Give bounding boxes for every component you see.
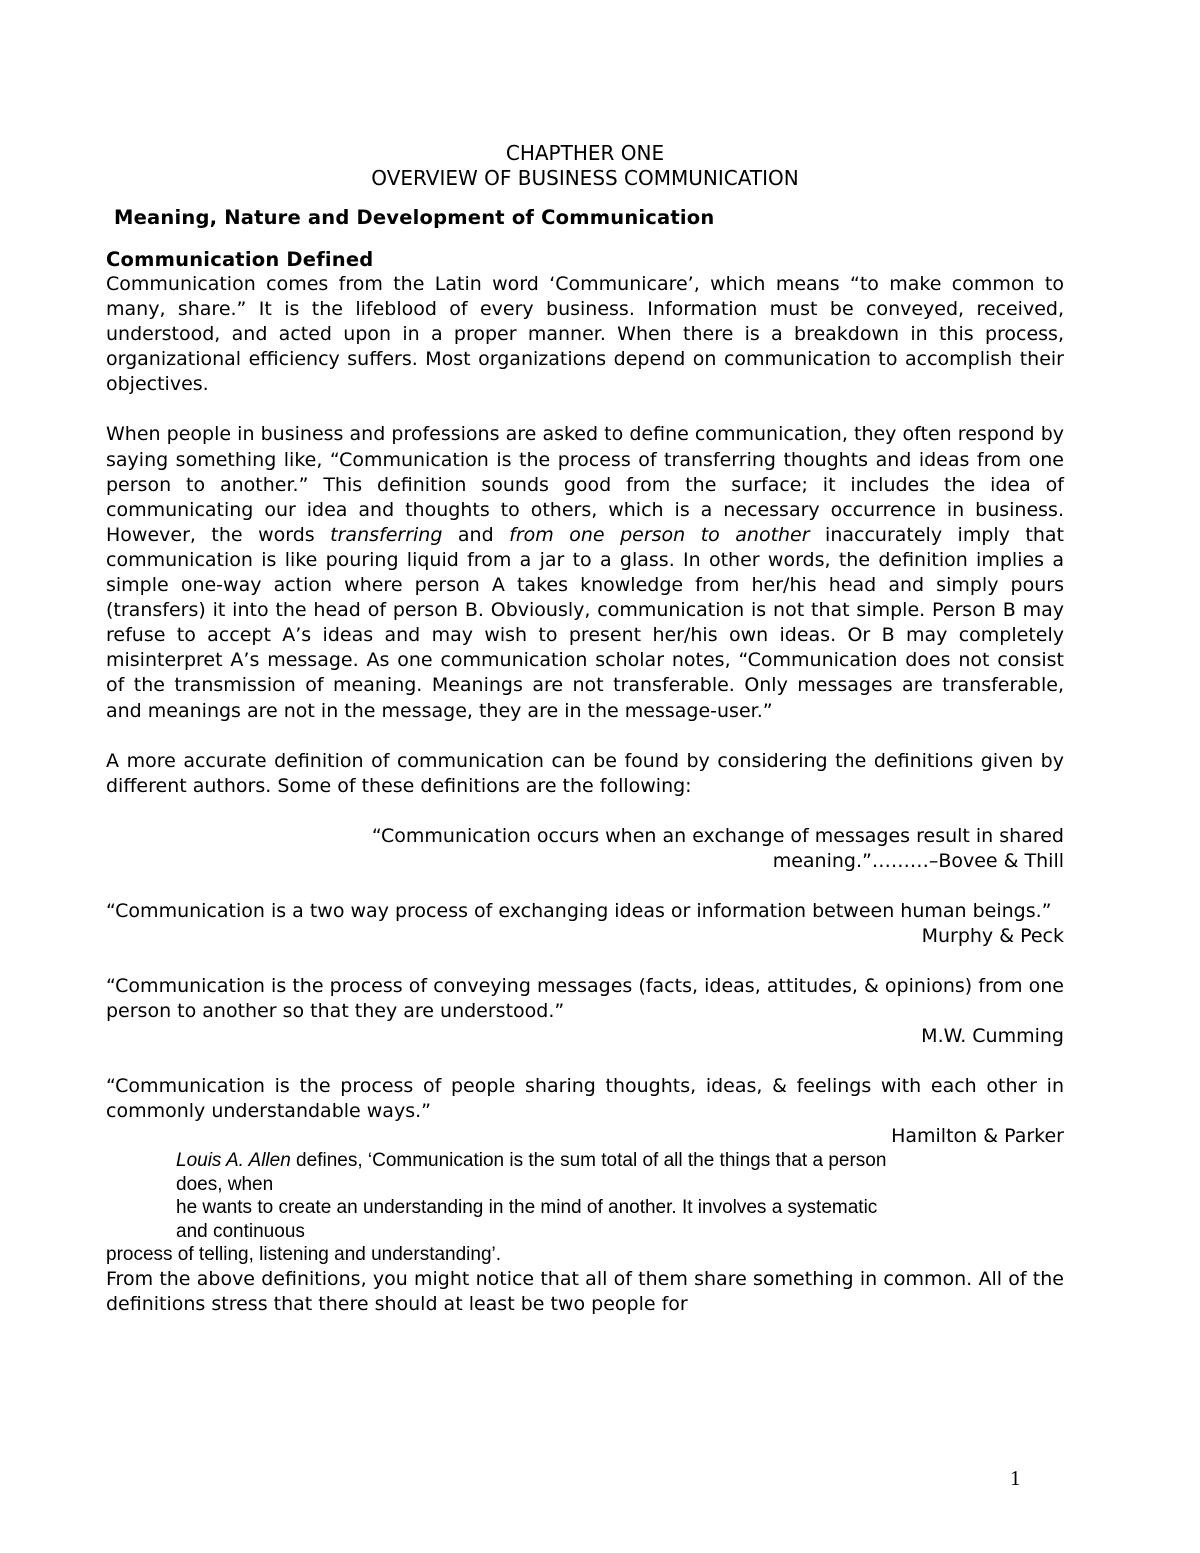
quote-2-text: “Communication is a two way process of exchanging ideas or information between human beings.” <box>106 899 1052 922</box>
section-heading: Meaning, Nature and Development of Communication <box>114 206 715 229</box>
paragraph-2-part-2: and <box>442 523 510 546</box>
allen-name: Louis A. Allen <box>176 1150 291 1172</box>
paragraph-4: From the above definitions, you might notice that all of them share something in common. All of the definitions stress that there should at least be two people for <box>106 1267 1064 1315</box>
quote-1-line-2: meaning.”………–Bovee & Thill <box>772 849 1064 872</box>
paragraph-2-part-3: inaccurately imply that communication is like pouring liquid from a jar to a glass. In other words, the definition implies a simple one-way action where person A takes knowledge from her/his head and simply pours (transfers) it into the head of person B. Obviously, communication is not that simple. Person B may refuse to accept A’s ideas and may wish to present her/his own ideas. Or B may completely misinterpret A’s message. As one communication scholar notes, “Communication does not consist of the transmission of meaning. Meanings are not transferable. Only messages are transferable, and meanings are not in the message, they are in the message-user.” <box>106 523 1064 722</box>
chapter-title: CHAPTHER ONE <box>505 141 665 165</box>
paragraph-1: Communication comes from the Latin word ‘Communicare’, which means “to make common to many, share.” It is the lifeblood of every business. Information must be conveyed, received, understood, and acted upon in a proper manner. When there is a breakdown in this process, organizational efficiency suffers. Most organizations depend on communication to accomplish their objectives. <box>106 273 1064 396</box>
allen-line-5: process of telling, listening and understanding’. <box>106 1244 502 1266</box>
allen-line-3: he wants to create an understanding in the mind of another. It involves a systematic <box>176 1197 878 1219</box>
paragraph-2-part-1: When people in business and professions are asked to define communication, they often respond by saying something like, “Communication is the process of transferring thoughts and ideas from one person to another.” This definition sounds good from the surface; it includes the idea of communicating our idea and thoughts to others, which is a necessary occurrence in business. However, the words <box>106 423 1064 546</box>
quote-4-text: “Communication is the process of people sharing thoughts, ideas, & feelings with each other in commonly understandable ways.” <box>106 1075 1064 1123</box>
paragraph-2-italic-1: transferring <box>330 523 443 546</box>
paragraph-2-italic-2: from one person to another <box>509 523 810 546</box>
allen-line-1 <box>106 1149 1064 1173</box>
quote-4-author: Hamilton & Parker <box>891 1125 1064 1148</box>
quote-1-line-1: “Communication occurs when an exchange of messages result in shared <box>371 824 1064 847</box>
allen-line-2: does, when <box>176 1173 274 1195</box>
subsection-heading: Communication Defined <box>106 248 374 271</box>
quote-3-author: M.W. Cumming <box>921 1025 1064 1048</box>
paragraph-3: A more accurate definition of communication can be found by considering the definitions given by different authors. Some of these definitions are the following: <box>106 749 1064 797</box>
chapter-subtitle: OVERVIEW OF BUSINESS COMMUNICATION <box>371 166 799 190</box>
allen-line-1-rest: defines, ‘Communication is the sum total of all the things that a person <box>290 1150 887 1172</box>
paragraph-2 <box>106 422 1064 723</box>
quote-2-author: Murphy & Peck <box>921 924 1064 947</box>
page-number: 1 <box>1010 1466 1021 1490</box>
allen-line-4: and continuous <box>176 1220 305 1242</box>
quote-3-text: “Communication is the process of conveying messages (facts, ideas, attitudes, & opinions) from one person to another so that they are understood.” <box>106 974 1064 1022</box>
page-content <box>106 141 1064 1317</box>
